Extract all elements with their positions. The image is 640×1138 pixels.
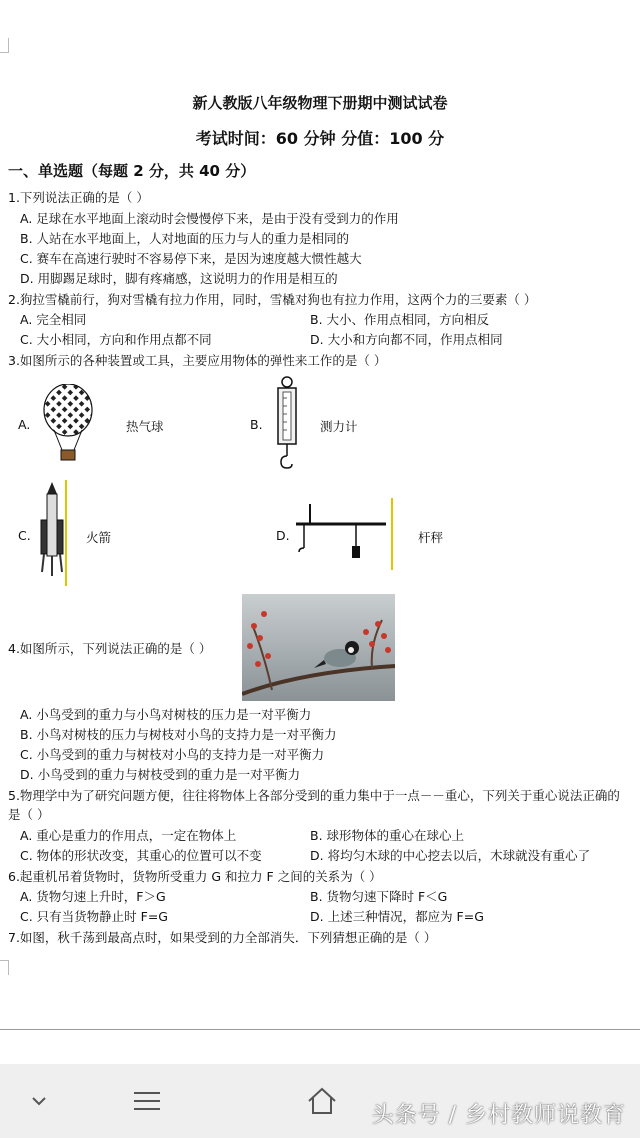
q2-option-a: A. 完全相同	[20, 312, 87, 327]
question-3-stem: 3.如图所示的各种装置或工具，主要应用物体的弹性来工作的是（ ）	[8, 353, 387, 368]
question-5-stem-cont: 是（ ）	[8, 807, 50, 822]
q6-option-c: C. 只有当货物静止时 F=G	[20, 909, 168, 924]
q5-option-d: D. 将均匀木球的中心挖去以后，木球就没有重心了	[310, 848, 591, 863]
rocket-icon	[38, 480, 70, 586]
q1-option-b: B. 人站在水平地面上，人对地面的压力与人的重力是相同的	[20, 231, 350, 246]
spring-scale-icon	[272, 376, 302, 470]
chevron-down-icon[interactable]	[30, 1095, 48, 1107]
q4-option-c: C. 小鸟受到的重力与树枝对小鸟的支持力是一对平衡力	[20, 747, 325, 762]
q3-option-a-letter: A.	[18, 417, 31, 432]
q3-option-b-label: 测力计	[320, 419, 358, 434]
q4-option-a: A. 小鸟受到的重力与小鸟对树枝的压力是一对平衡力	[20, 707, 312, 722]
q3-option-a-label: 热气球	[126, 419, 164, 434]
steelyard-icon	[296, 498, 398, 570]
crop-mark	[0, 38, 9, 53]
hot-air-balloon-icon	[42, 384, 94, 464]
q3-option-b-letter: B.	[250, 417, 263, 432]
q3-option-d-label: 杆秤	[418, 530, 444, 545]
q3-option-d-letter: D.	[276, 528, 290, 543]
q5-option-a: A. 重心是重力的作用点，一定在物体上	[20, 828, 237, 843]
section-heading: 一、单选题（每题 2 分，共 40 分）	[8, 162, 256, 180]
q3-option-c-letter: C.	[18, 528, 31, 543]
exam-subtitle: 考试时间：60 分钟 分值：100 分	[195, 129, 445, 148]
q5-option-c: C. 物体的形状改变，其重心的位置可以不变	[20, 848, 262, 863]
q5-option-b: B. 球形物体的重心在球心上	[310, 828, 465, 843]
question-6-stem: 6.起重机吊着货物时，货物所受重力 G 和拉力 F 之间的关系为（ ）	[8, 869, 382, 884]
q6-option-b: B. 货物匀速下降时 F＜G	[310, 889, 448, 904]
home-icon[interactable]	[306, 1086, 338, 1116]
q1-option-c: C. 赛车在高速行驶时不容易停下来，是因为速度越大惯性越大	[20, 251, 362, 266]
q1-option-a: A. 足球在水平地面上滚动时会慢慢停下来，是由于没有受到力的作用	[20, 211, 399, 226]
question-7-stem: 7.如图，秋千荡到最高点时，如果受到的力全部消失．下列猜想正确的是（ ）	[8, 930, 437, 945]
question-4-stem: 4.如图所示，下列说法正确的是（ ）	[8, 641, 212, 656]
q1-option-d: D. 用脚踢足球时，脚有疼痛感，这说明力的作用是相互的	[20, 271, 338, 286]
exam-title: 新人教版八年级物理下册期中测试试卷	[192, 94, 448, 112]
q2-option-c: C. 大小相同，方向和作用点都不同	[20, 332, 212, 347]
q2-option-b: B. 大小、作用点相同，方向相反	[310, 312, 490, 327]
page-divider	[0, 1029, 640, 1030]
question-5-stem: 5.物理学中为了研究问题方便，往往将物体上各部分受到的重力集中于一点－－重心，下列关于重心说法正确的	[8, 788, 620, 803]
q4-option-b: B. 小鸟对树枝的压力与树枝对小鸟的支持力是一对平衡力	[20, 727, 337, 742]
q6-option-a: A. 货物匀速上升时，F＞G	[20, 889, 166, 904]
q4-option-d: D. 小鸟受到的重力与树枝受到的重力是一对平衡力	[20, 767, 301, 782]
q2-option-d: D. 大小和方向都不同，作用点相同	[310, 332, 503, 347]
watermark-text: 头条号 / 乡村教师说教育	[371, 1103, 626, 1128]
crop-mark	[0, 960, 9, 975]
bird-on-branch-photo	[242, 594, 395, 701]
q3-option-c-label: 火箭	[86, 530, 112, 545]
question-2-stem: 2.狗拉雪橇前行，狗对雪橇有拉力作用，同时，雪橇对狗也有拉力作用，这两个力的三要素（ ）	[8, 292, 537, 307]
q6-option-d: D. 上述三种情况，都应为 F=G	[310, 909, 484, 924]
question-1-stem: 1.下列说法正确的是（ ）	[8, 190, 149, 205]
menu-icon[interactable]	[132, 1090, 162, 1112]
